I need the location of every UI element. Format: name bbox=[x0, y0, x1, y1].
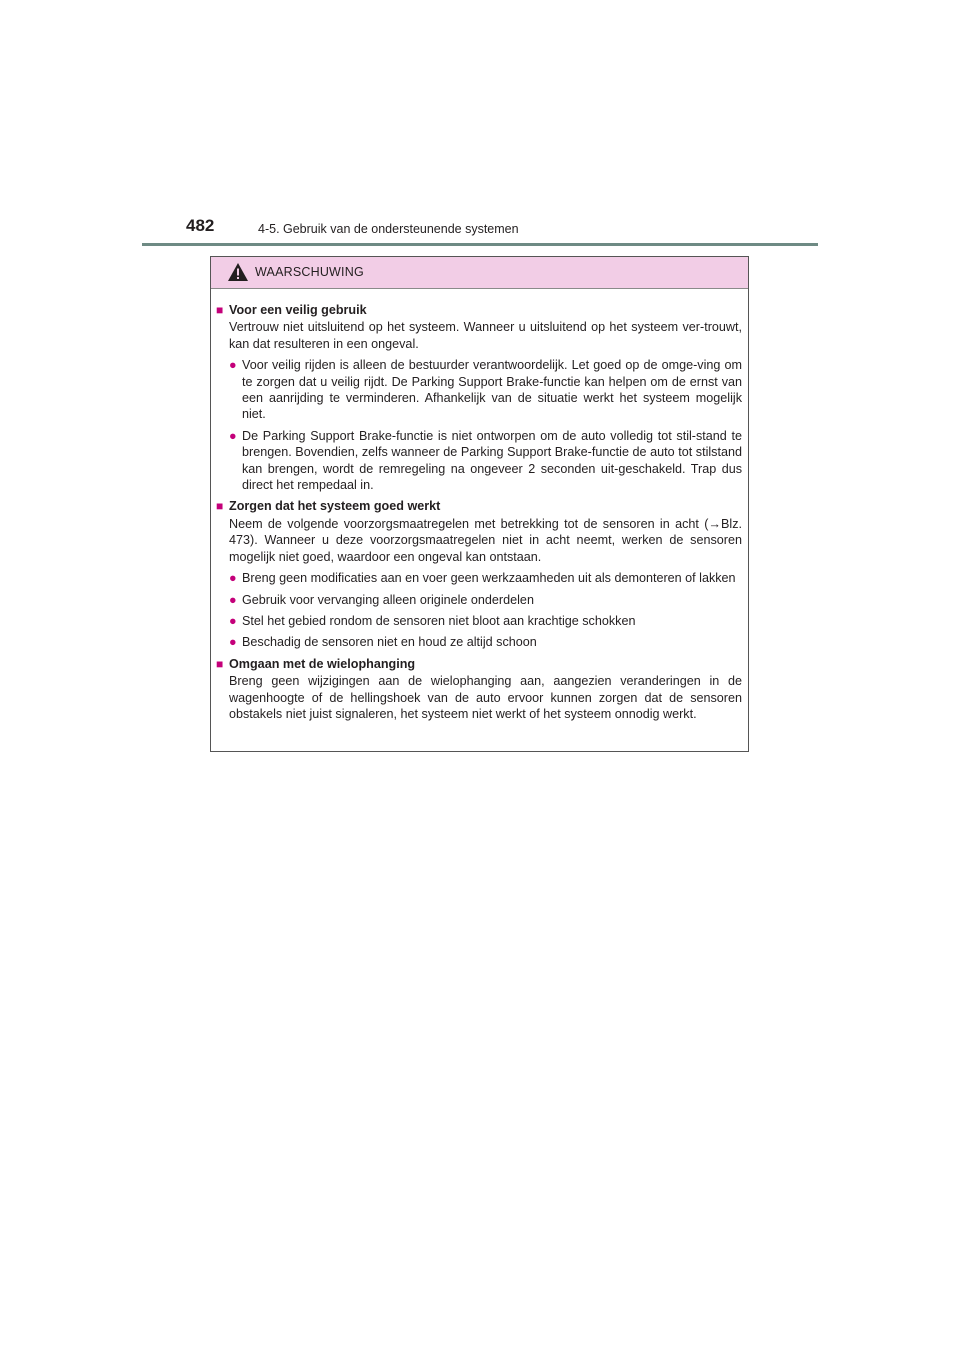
section-heading: Voor een veilig gebruik bbox=[229, 303, 367, 317]
dot-bullet-icon: ● bbox=[229, 592, 237, 607]
dot-bullet-icon: ● bbox=[229, 635, 237, 650]
warning-title: WAARSCHUWING bbox=[255, 265, 364, 279]
section-heading: Omgaan met de wielophanging bbox=[229, 656, 416, 671]
square-bullet-icon: ■ bbox=[216, 656, 224, 671]
dot-bullet-icon: ● bbox=[229, 571, 237, 586]
section-text: Breng geen wijzigingen aan de wielophanging aan, aangezien veranderingen in de wagenhoogte of de hellingshoek van de auto ervoor kunnen zorgen dat de sensoren obstakels niet juist signaleren, het systeem niet werkt of het systeem onnodig werkt. bbox=[229, 674, 742, 721]
square-bullet-icon: ■ bbox=[216, 499, 224, 514]
list-item: ● Voor veilig rijden is alleen de bestuurder verantwoordelijk. Let goed op de omge-ving om te zorgen dat u veilig rijdt. De Parking Support Brake-functie kan helpen om de ernst van een aanrijding te verminderen. Afhankelijk van de situatie werkt het systeem mogelijk niet. bbox=[229, 358, 742, 422]
dot-bullet-icon: ● bbox=[229, 428, 237, 443]
list-item: ● Beschadig de sensoren niet en houd ze altijd schoon bbox=[229, 635, 537, 650]
dot-bullet-icon: ● bbox=[229, 613, 237, 628]
section-title: 4-5. Gebruik van de ondersteunende systemen bbox=[258, 222, 519, 236]
list-item: ● Gebruik voor vervanging alleen originele onderdelen bbox=[229, 592, 534, 607]
list-item: ● De Parking Support Brake-functie is niet ontworpen om de auto volledig tot stil-stand te brengen. Bovendien, zelfs wanneer de Parking Support Brake-functie de auto tot stilstand kan brengen, wordt de remregeling na ongeveer 2 seconden uit-geschakeld. Trap dus direct het rempedaal in. bbox=[229, 428, 742, 493]
section-text: Vertrouw niet uitsluitend op het systeem. Wanneer u uitsluitend op het systeem ver-trouwt, kan dat resulteren in een ongeval. bbox=[229, 320, 742, 351]
section-safe-use bbox=[216, 302, 742, 493]
square-bullet-icon: ■ bbox=[216, 303, 224, 317]
section-heading: Zorgen dat het systeem goed werkt bbox=[229, 499, 441, 514]
warning-box bbox=[210, 256, 749, 752]
section-system-working bbox=[216, 498, 742, 650]
header-rule bbox=[142, 243, 818, 246]
warning-triangle-icon bbox=[227, 262, 249, 282]
section-suspension bbox=[216, 656, 742, 723]
warning-body bbox=[211, 289, 748, 722]
list-item: ● Breng geen modificaties aan en voer geen werkzaamheden uit als demonteren of lakken bbox=[229, 571, 736, 586]
page-number: 482 bbox=[186, 216, 215, 235]
dot-bullet-icon: ● bbox=[229, 358, 237, 373]
list-item: ● Stel het gebied rondom de sensoren niet bloot aan krachtige schokken bbox=[229, 613, 636, 628]
warning-header bbox=[211, 257, 748, 289]
section-text: Neem de volgende voorzorgsmaatregelen met betrekking tot de sensoren in acht (→Blz. 473). Wanneer u deze voorzorgsmaatregelen niet in acht neemt, werken de sensoren mogelijk niet goed, waardoor een ongeval kan ontstaan. bbox=[229, 516, 742, 564]
